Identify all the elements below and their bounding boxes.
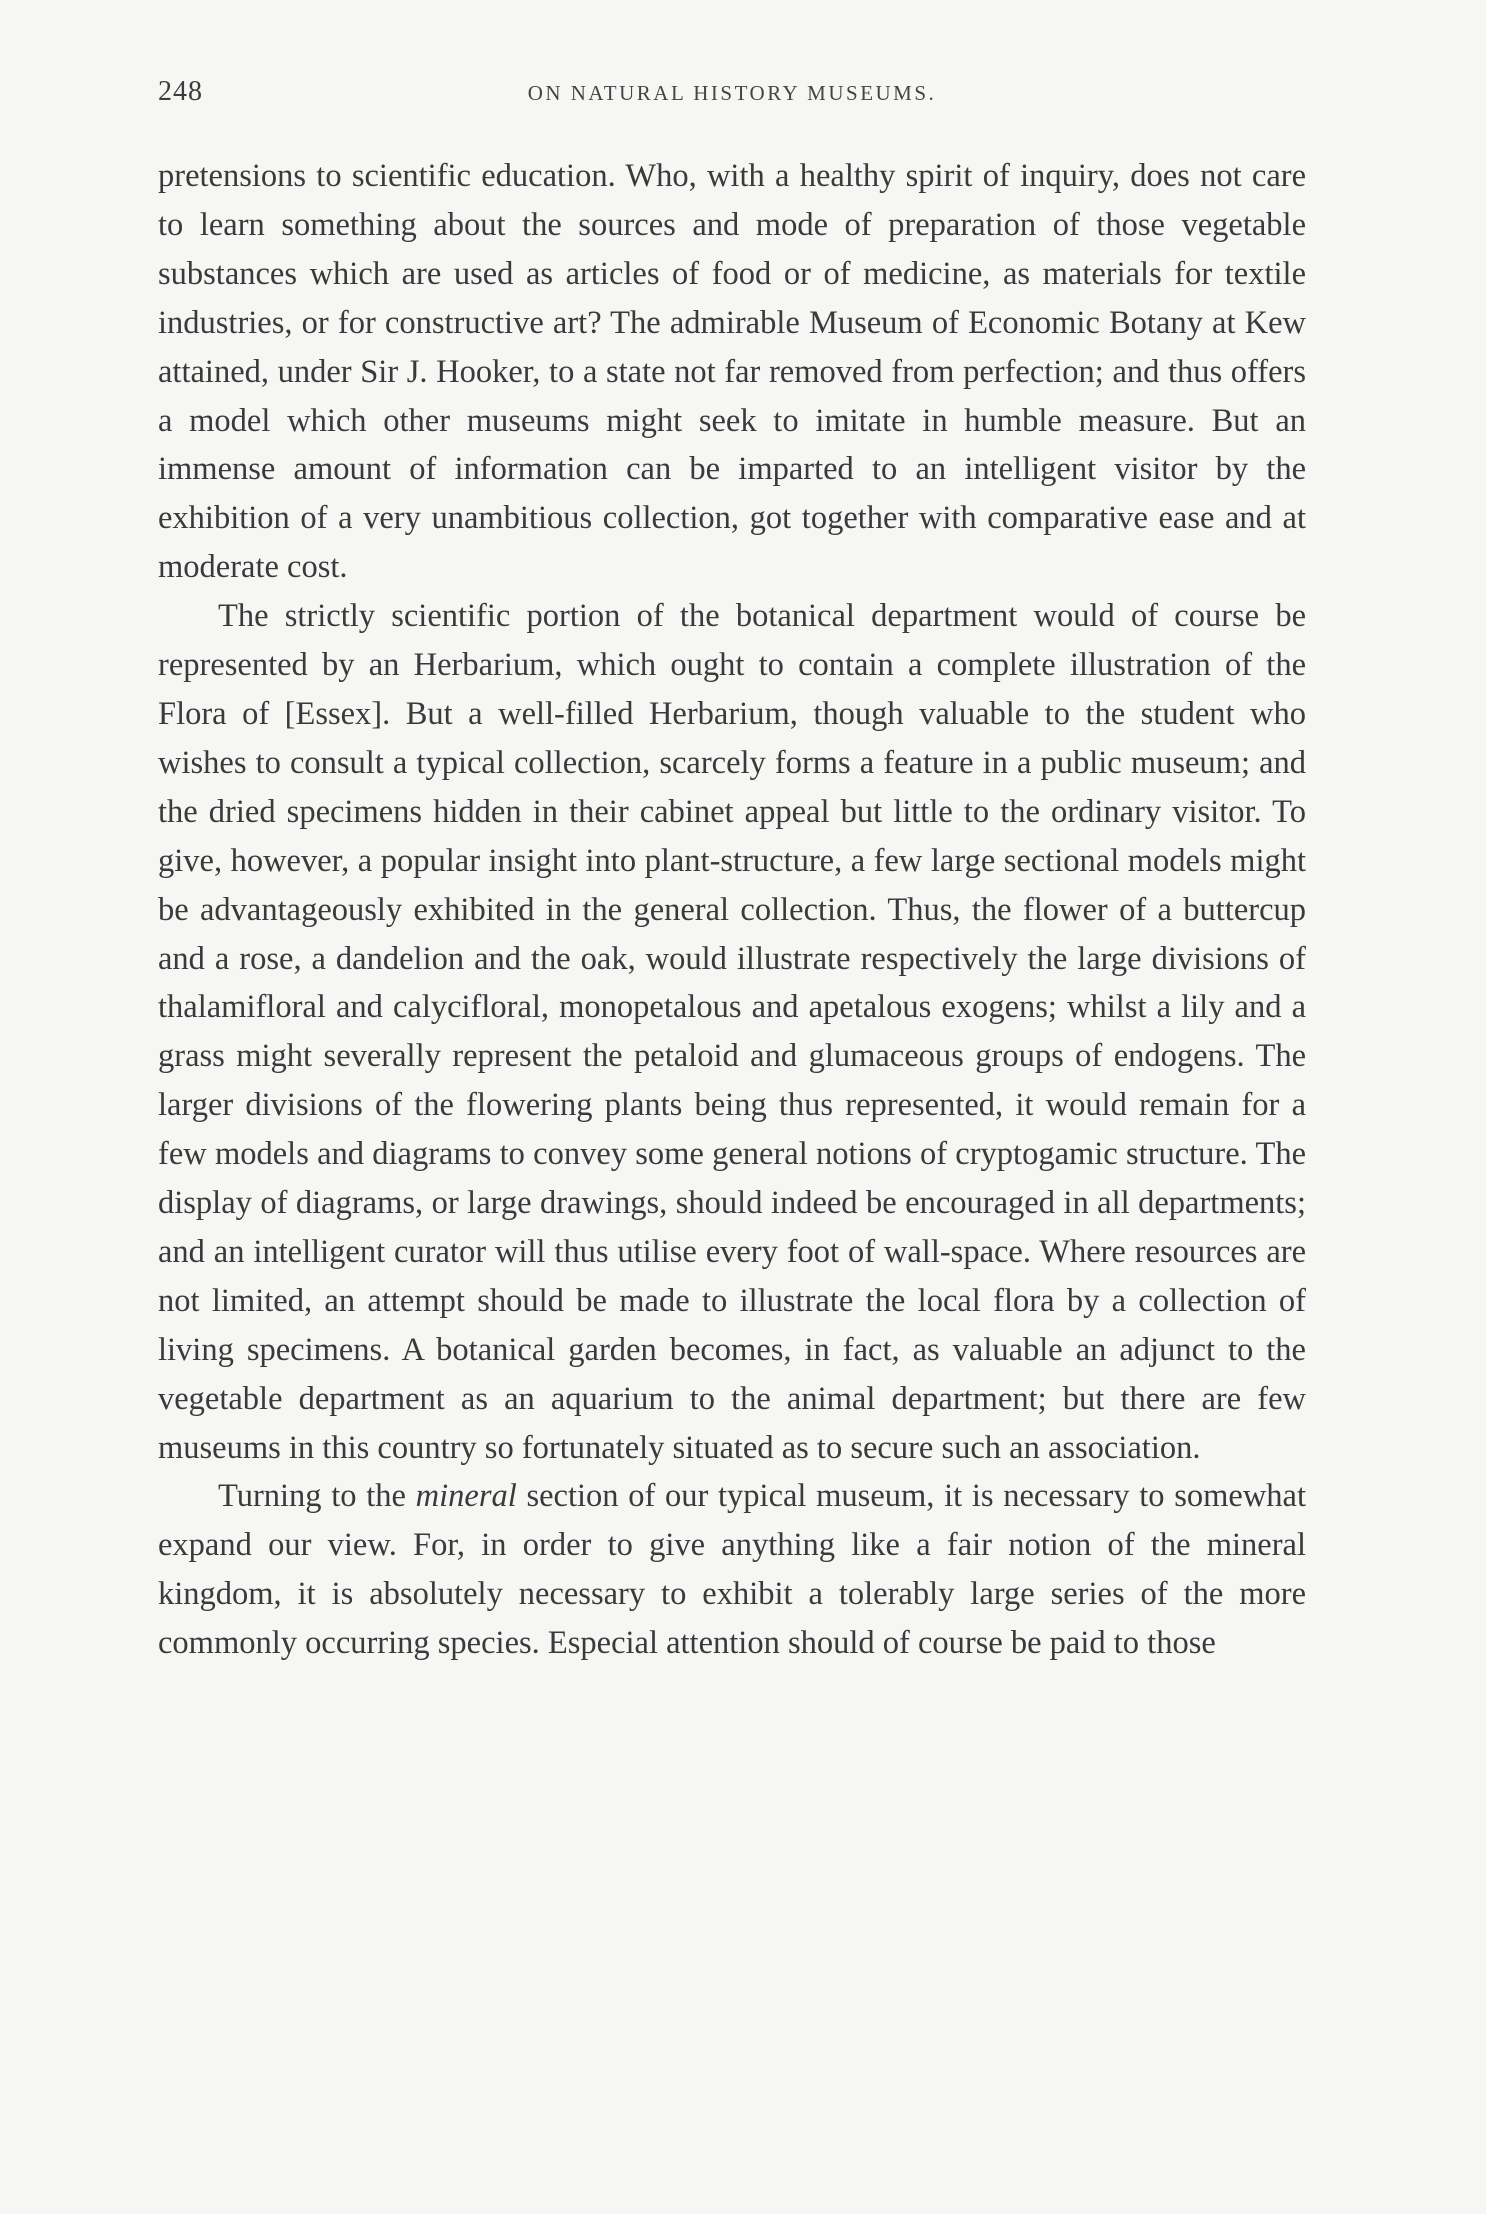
paragraph-text: pretensions to scientific education. Who, with a healthy spirit of inquiry, does not care to learn something about the sources and mode of preparation of those vegetable substances which are used as articles of food or of medicine, as materials for textile industries, or for constructive art? The admirable Museum of Economic Botany at Kew attained, under Sir J. Hooker, to a state not far removed from perfection; and thus offers a model which other museums might seek to imitate in humble measure. But an immense amount of information can be imparted to an intelligent visitor by the exhibition of a very unambitious collection, got together with comparative ease and at moderate cost. [158, 158, 1306, 586]
page-header [158, 76, 1306, 116]
italic-word: mineral [415, 1478, 517, 1515]
running-title: ON NATURAL HISTORY MUSEUMS. [527, 81, 937, 105]
paragraph-text: Turning to the [218, 1478, 416, 1515]
paragraph-text: section of our typical museum, it is necessary to somewhat expand our view. For, in order to give anything like a fair notion of the mineral kingdom, it is absolutely necessary to exhibit a tolerably large series of the more commonly occurring species. Especial attention should of course be paid to those [158, 1478, 1307, 1662]
page-body [158, 152, 1306, 1668]
paragraph [158, 592, 1306, 1472]
paragraph-text: The strictly scientific portion of the botanical department would of course be represented by an Herbarium, which ought to contain a complete illustration of the Flora of [Essex]. But a well-filled Herbarium, though valuable to the student who wishes to consult a typical collection, scarcely forms a feature in a public museum; and the dried specimens hidden in their cabinet appeal but little to the ordinary visitor. To give, however, a popular insight into plant-structure, a few large sectional models might be advantageously exhibited in the general collection. Thus, the flower of a buttercup and a rose, a dandelion and the oak, would illustrate respectively the large divisions of thalamifloral and calycifloral, monopetalous and apetalous exogens; whilst a lily and a grass might severally represent the petaloid and glumaceous groups of endogens. The larger divisions of the flowering plants being thus represented, it would remain for a few models and diagrams to convey some general notions of cryptogamic structure. The display of diagrams, or large drawings, should indeed be encouraged in all departments; and an intelligent curator will thus utilise every foot of wall-space. Where resources are not limited, an attempt should be made to illustrate the local flora by a collection of living specimens. A botanical garden becomes, in fact, as valuable an adjunct to the vegetable department as an aquarium to the animal department; but there are few museums in this country so fortunately situated as to secure such an association. [158, 598, 1306, 1466]
page-number: 248 [158, 76, 203, 107]
paragraph [158, 1472, 1306, 1668]
paragraph [158, 152, 1306, 592]
